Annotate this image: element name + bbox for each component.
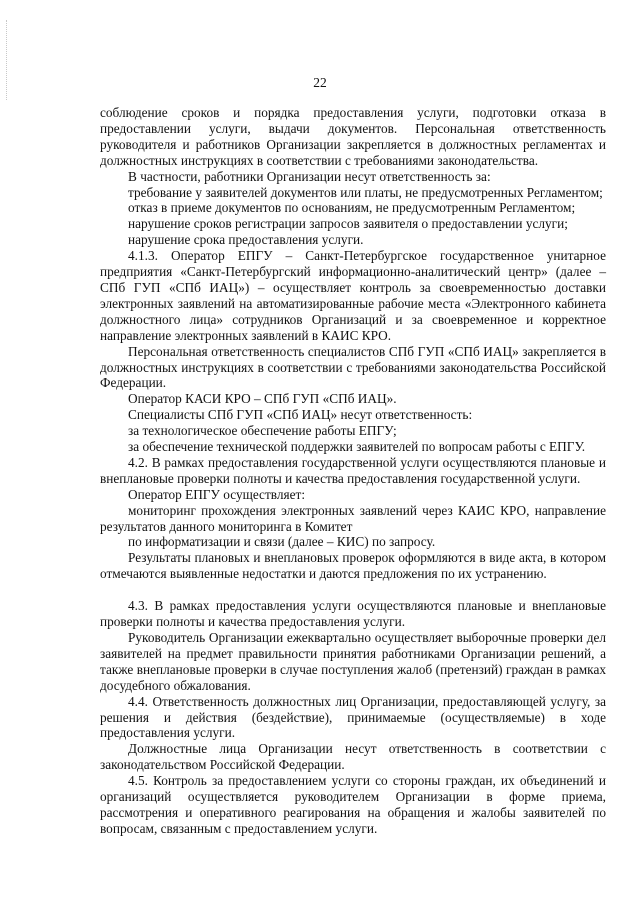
paragraph-1: соблюдение сроков и порядка предоставления услуги, подготовки отказа в предоставлении услуги, выдачи документов. Персональная ответственность руководителя и работников Организации закрепляется в должностных регламентах и должностных инструкциях в соответствии с требованиями законодательства. xyxy=(100,105,606,168)
paragraph-8: Персональная ответственность специалистов СПб ГУП «СПб ИАЦ» закрепляется в должностных инструкциях в соответствии с требованиями законодательства Российской Федерации. xyxy=(100,343,606,391)
paragraph-5: нарушение сроков регистрации запросов заявителя о предоставлении услуги; xyxy=(128,216,568,232)
paragraph-9: Оператор КАСИ КРО – СПб ГУП «СПб ИАЦ». xyxy=(128,391,397,407)
page-number: 22 xyxy=(313,75,327,90)
paragraph-17: Результаты плановых и внеплановых проверок оформляются в виде акта, в котором отмечаются выявленные недостатки и даются предложения по их устранению. xyxy=(100,550,606,582)
paragraph-6: нарушение срока предоставления услуги. xyxy=(128,232,364,248)
paragraph-4: отказ в приеме документов по основаниям, не предусмотренным Регламентом; xyxy=(128,200,576,216)
paragraph-22: 4.5. Контроль за предоставлением услуги со стороны граждан, их объединений и организаций осуществляется руководителем Организации в форме приема, рассмотрения и оперативного реагирования на обращения и жалобы заявителей по вопросам, связанным с предоставлением услуги. xyxy=(100,773,606,836)
paragraph-11: за технологическое обеспечение работы ЕПГУ; xyxy=(128,423,397,439)
paragraph-14: Оператор ЕПГУ осуществляет: xyxy=(128,486,306,502)
paragraph-16: по информатизации и связи (далее – КИС) по запросу. xyxy=(128,534,436,550)
paragraph-10: Специалисты СПб ГУП «СПб ИАЦ» несут ответственность: xyxy=(128,407,473,423)
paragraph-18: 4.3. В рамках предоставления услуги осуществляются плановые и внеплановые проверки полноты и качества предоставления услуги. xyxy=(100,598,606,630)
document-body xyxy=(100,105,606,837)
paragraph-21: Должностные лица Организации несут ответственность в соответствии с законодательством Российской Федерации. xyxy=(100,741,606,773)
paragraph-2: В частности, работники Организации несут ответственность за: xyxy=(128,168,491,184)
paragraph-15: мониторинг прохождения электронных заявлений через КАИС КРО, направление результатов данного мониторинга в Комитет xyxy=(100,502,606,534)
blank-line xyxy=(100,582,606,598)
paragraph-13: 4.2. В рамках предоставления государственной услуги осуществляются плановые и внеплановые проверки полноты и качества предоставления государственной услуги. xyxy=(100,454,606,486)
paragraph-19: Руководитель Организации ежеквартально осуществляет выборочные проверки дел заявителей на предмет правильности принятия работниками Организации решений, а также внеплановые проверки в случае поступления жалоб (претензий) граждан в рамках досудебного обжалования. xyxy=(100,630,606,693)
paragraph-12: за обеспечение технической поддержки заявителей по вопросам работы с ЕПГУ. xyxy=(128,439,586,455)
paragraph-20: 4.4. Ответственность должностных лиц Организации, предоставляющей услугу, за решения и действия (бездействие), принимаемые (осуществляемые) в ходе предоставления услуги. xyxy=(100,693,606,741)
paragraph-3: требование у заявителей документов или платы, не предусмотренных Регламентом; xyxy=(128,184,603,200)
paragraph-7: 4.1.3. Оператор ЕПГУ – Санкт-Петербургское государственное унитарное предприятия «Санкт-Петербургский информационно-аналитический центр» (далее – СПб ГУП «СПб ИАЦ») – осуществляет контроль за своевременностью доставки электронных заявлений на автоматизированные рабочие места «Электронного кабинета должностного лица» сотрудников Организаций и за своевременное и корректное направление электронных заявлений в КАИС КРО. xyxy=(100,248,606,343)
